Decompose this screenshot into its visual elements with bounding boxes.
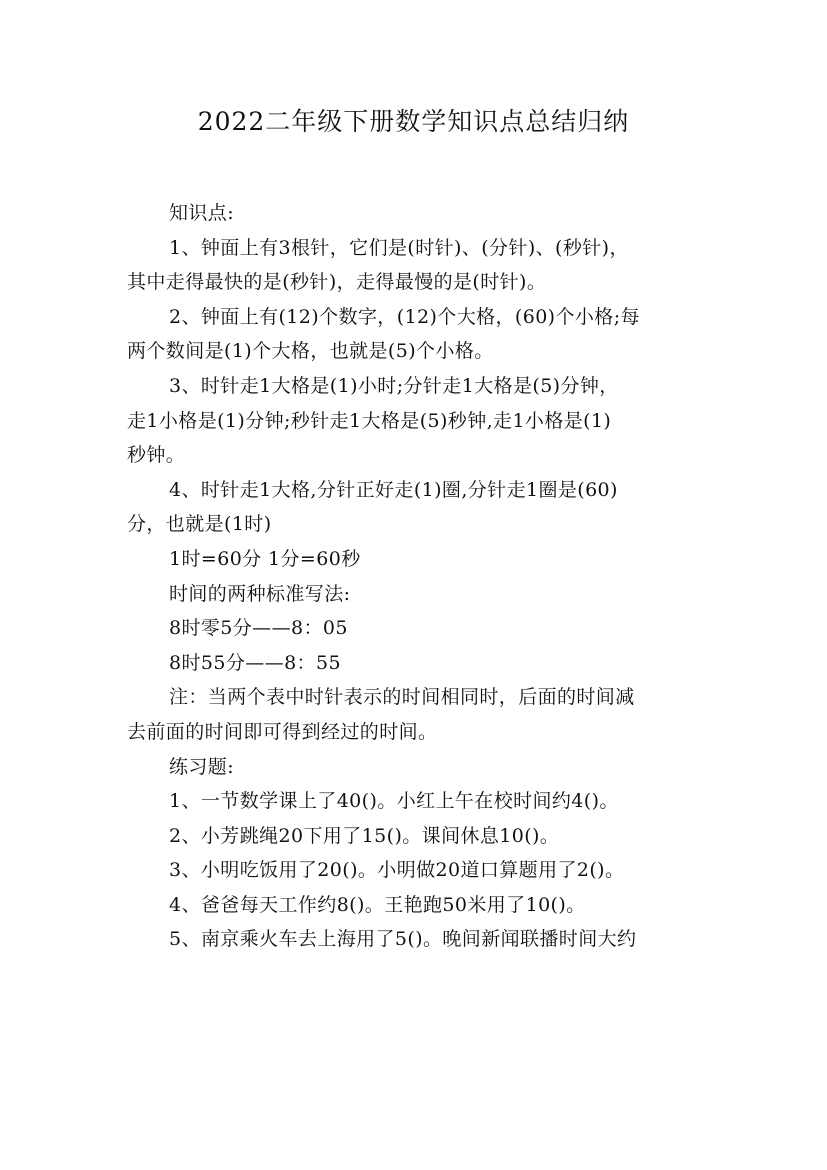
document-body	[127, 196, 707, 957]
paragraph-line: 2、钟面上有(12)个数字，(12)个大格，(60)个小格;每	[169, 305, 640, 328]
paragraph-line: 分，也就是(1时)	[127, 513, 272, 536]
paragraph-line: 注：当两个表中时针表示的时间相同时，后面的时间减	[169, 686, 635, 709]
document-title: 2022二年级下册数学知识点总结归纳	[197, 107, 630, 136]
paragraph-line: 时间的两种标准写法:	[169, 582, 351, 605]
paragraph-line: 练习题:	[169, 755, 235, 778]
paragraph-line: 去前面的时间即可得到经过的时间。	[127, 720, 438, 743]
paragraph-line: 8时零5分——8：05	[169, 617, 348, 640]
paragraph-line: 2、小芳跳绳20下用了15()。课间休息10()。	[169, 824, 560, 847]
paragraph-line: 走1小格是(1)分钟;秒针走1大格是(5)秒钟,走1小格是(1)	[127, 409, 612, 432]
paragraph-line: 两个数间是(1)个大格，也就是(5)个小格。	[127, 340, 494, 363]
paragraph-line: 其中走得最快的是(秒针)，走得最慢的是(时针)。	[127, 271, 547, 294]
paragraph-line: 3、小明吃饭用了20()。小明做20道口算题用了2()。	[169, 859, 625, 882]
paragraph-line: 秒钟。	[127, 444, 186, 467]
paragraph-line: 5、南京乘火车去上海用了5()。晚间新闻联播时间大约	[169, 928, 637, 951]
paragraph-line: 1、钟面上有3根针，它们是(时针)、(分针)、(秒针)，	[169, 236, 629, 259]
paragraph-line: 1时=60分 1分=60秒	[169, 547, 361, 570]
paragraph-line: 8时55分——8：55	[169, 651, 341, 674]
paragraph-line: 4、时针走1大格,分针正好走(1)圈,分针走1圈是(60)	[169, 478, 618, 501]
paragraph-line: 3、时针走1大格是(1)小时;分针走1大格是(5)分钟，	[169, 374, 619, 397]
paragraph-line: 1、一节数学课上了40()。小红上午在校时间约4()。	[169, 790, 619, 813]
paragraph-line: 4、爸爸每天工作约8()。王艳跑50米用了10()。	[169, 893, 586, 916]
paragraph-line: 知识点:	[169, 202, 235, 224]
